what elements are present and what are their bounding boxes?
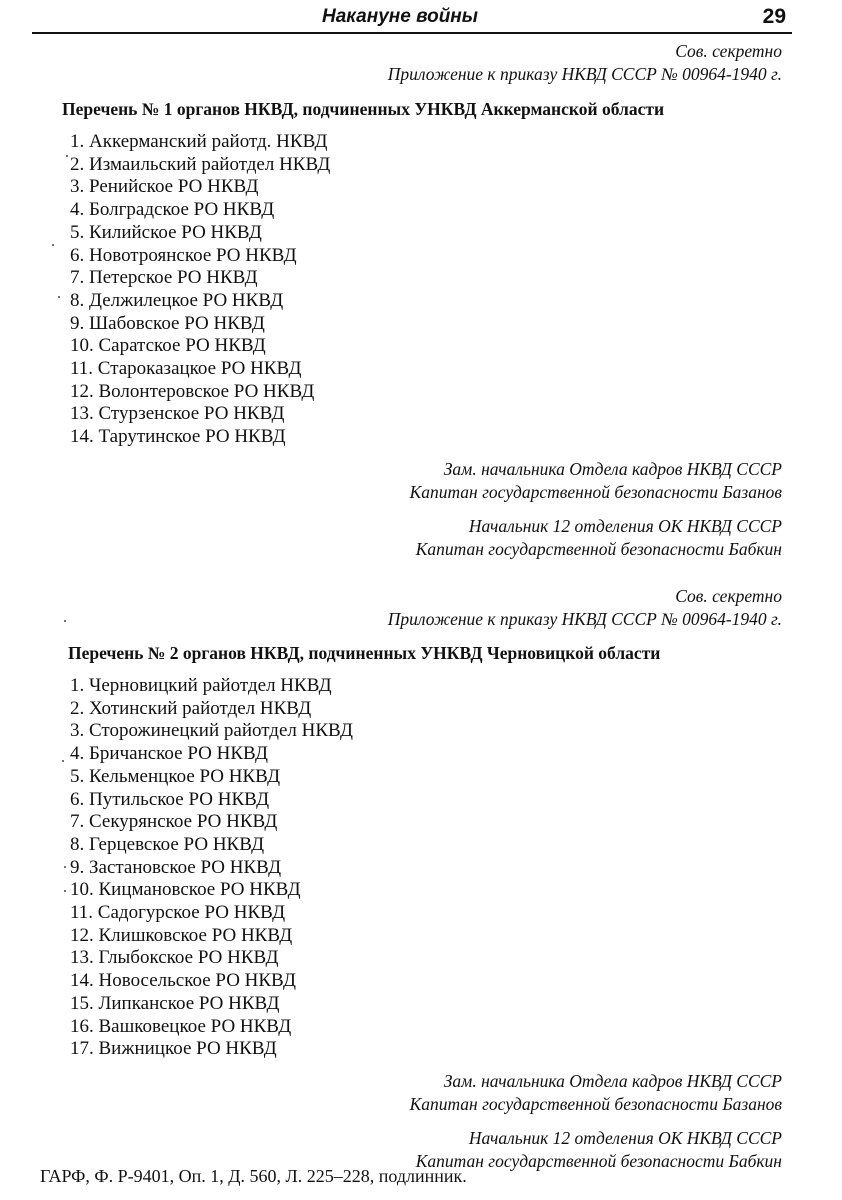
list-item: 1. Аккерманский райотд. НКВД bbox=[70, 131, 328, 152]
list-item: 3. Ренийское РО НКВД bbox=[70, 176, 259, 198]
list-item: 8. Герцевское РО НКВД bbox=[70, 833, 265, 855]
list-item: 12. Клишковское РО НКВД bbox=[70, 924, 293, 946]
unit-list bbox=[70, 675, 353, 1061]
signature-name: Капитан государственной безопасности Бабкин bbox=[415, 539, 782, 559]
header-rule bbox=[32, 32, 792, 34]
scan-speck bbox=[64, 620, 66, 622]
signature-position: Начальник 12 отделения ОК НКВД СССР bbox=[468, 1128, 782, 1148]
list-item: 13. Стурзенское РО НКВД bbox=[70, 403, 285, 425]
list-item: 16. Вашковецкое РО НКВД bbox=[70, 1015, 292, 1037]
running-header bbox=[32, 4, 792, 34]
attachment-note: Приложение к приказу НКВД СССР № 00964-1940 г. bbox=[387, 609, 782, 629]
list-item: 4. Бричанское РО НКВД bbox=[70, 743, 268, 765]
list-item: 6. Путильское РО НКВД bbox=[70, 788, 270, 810]
secrecy-mark: Сов. секретно bbox=[675, 41, 782, 61]
scan-speck bbox=[52, 244, 54, 246]
list-item: 14. Тарутинское РО НКВД bbox=[70, 426, 286, 448]
list-item: 10. Кицмановское РО НКВД bbox=[70, 879, 301, 901]
signature-block bbox=[416, 515, 782, 561]
scan-speck bbox=[66, 155, 68, 157]
list-heading: Перечень № 1 органов НКВД, подчиненных УНКВД Аккерманской области bbox=[62, 99, 665, 119]
list-item: 6. Новотроянское РО НКВД bbox=[70, 244, 297, 266]
list-item: 14. Новосельское РО НКВД bbox=[70, 970, 296, 992]
attachment-note: Приложение к приказу НКВД СССР № 00964-1940 г. bbox=[387, 64, 782, 84]
list-item: 2. Хотинский райотдел НКВД bbox=[70, 697, 312, 719]
list-item: 10. Саратское РО НКВД bbox=[70, 335, 266, 357]
scan-speck bbox=[64, 866, 66, 868]
list-item: 1. Черновицкий райотдел НКВД bbox=[70, 675, 332, 696]
list-item: 7. Секурянское РО НКВД bbox=[70, 811, 278, 833]
page-number: 29 bbox=[762, 5, 786, 28]
signature-name: Капитан государственной безопасности Базанов bbox=[409, 482, 782, 502]
list-item: 5. Килийское РО НКВД bbox=[70, 221, 262, 243]
scan-speck bbox=[62, 760, 64, 762]
list-item: 3. Сторожинецкий райотдел НКВД bbox=[70, 720, 353, 742]
signature-name: Капитан государственной безопасности Базанов bbox=[409, 1094, 782, 1114]
signature-block bbox=[410, 1070, 782, 1116]
list-item: 15. Липканское РО НКВД bbox=[70, 992, 280, 1014]
list-item: 4. Болградское РО НКВД bbox=[70, 199, 275, 221]
list-item: 2. Измаильский райотдел НКВД bbox=[70, 153, 331, 175]
scan-speck bbox=[64, 890, 66, 892]
list-item: 12. Волонтеровское РО НКВД bbox=[70, 380, 315, 402]
scan-speck bbox=[58, 296, 60, 298]
signature-position: Зам. начальника Отдела кадров НКВД СССР bbox=[443, 1071, 782, 1091]
signature-position: Зам. начальника Отдела кадров НКВД СССР bbox=[443, 459, 782, 479]
list-item: 11. Староказацкое РО НКВД bbox=[70, 358, 302, 380]
archive-source-note: ГАРФ, Ф. Р-9401, Оп. 1, Д. 560, Л. 225–228, подлинник. bbox=[40, 1166, 467, 1186]
running-title: Накануне войны bbox=[322, 6, 478, 27]
list-item: 8. Делжилецкое РО НКВД bbox=[70, 289, 284, 311]
list-item: 17. Вижницкое РО НКВД bbox=[70, 1038, 277, 1060]
signature-block bbox=[410, 458, 782, 504]
signature-position: Начальник 12 отделения ОК НКВД СССР bbox=[468, 516, 782, 536]
list-item: 13. Глыбокское РО НКВД bbox=[70, 947, 279, 969]
signature-name: Капитан государственной безопасности Бабкин bbox=[415, 1151, 782, 1171]
secrecy-mark: Сов. секретно bbox=[675, 586, 782, 606]
list-item: 11. Садогурское РО НКВД bbox=[70, 902, 286, 924]
list-item: 7. Петерское РО НКВД bbox=[70, 267, 258, 289]
list-item: 5. Кельменцкое РО НКВД bbox=[70, 765, 281, 787]
classification-block bbox=[388, 40, 782, 86]
list-item: 9. Шабовское РО НКВД bbox=[70, 312, 265, 334]
list-heading: Перечень № 2 органов НКВД, подчиненных УНКВД Черновицкой области bbox=[68, 643, 661, 663]
signature-block bbox=[416, 1127, 782, 1173]
list-item: 9. Застановское РО НКВД bbox=[70, 856, 282, 878]
unit-list bbox=[70, 131, 330, 449]
classification-block bbox=[388, 585, 782, 631]
